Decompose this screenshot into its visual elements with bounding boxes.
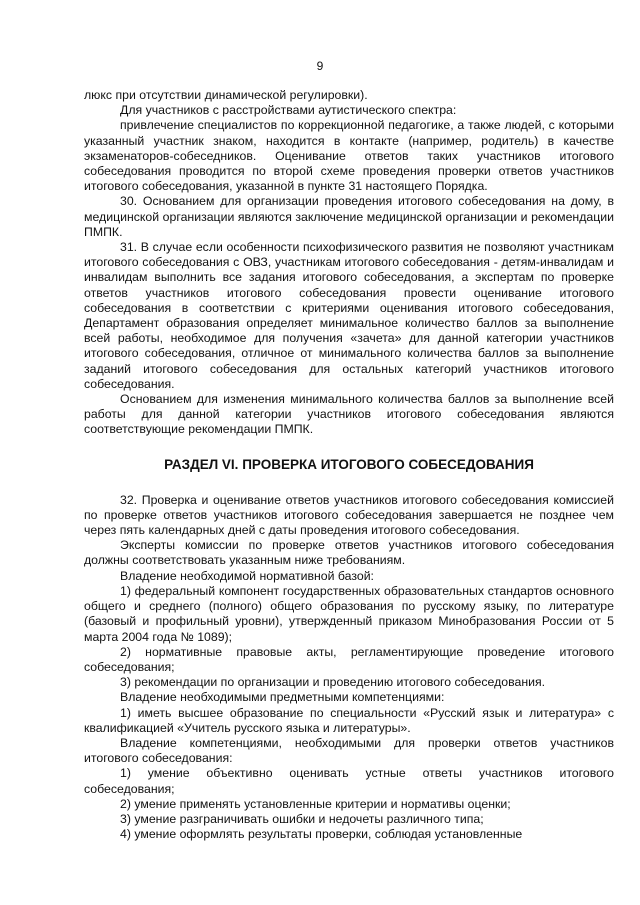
paragraph: привлечение специалистов по коррекционной педагогике, а также людей, с которыми указанный участник знаком, находится в контакте (например, родитель) в качестве экзаменаторов-собеседников. Оценивание ответов таких участников итогового собеседования проводится по второй схеме проведения проверки ответов участников итогового собеседования, указанной в пункте 31 настоящего Порядка. bbox=[84, 118, 614, 194]
list-item: 3) умение разграничивать ошибки и недочеты различного типа; bbox=[120, 811, 484, 826]
list-item: 4) умение оформлять результаты проверки, соблюдая установленные bbox=[120, 827, 523, 842]
paragraph: Для участников с расстройствами аутистического спектра: bbox=[120, 103, 457, 118]
paragraph: люкс при отсутствии динамической регулировки). bbox=[84, 88, 368, 102]
paragraph: 32. Проверка и оценивание ответов участников итогового собеседования комиссией по проверке ответов участников итогового собеседования завершается не позднее чем через пять календарных дней с даты проведения итогового собеседования. bbox=[84, 492, 614, 538]
list-item: 1) иметь высшее образование по специальности «Русский язык и литература» с квалификацией «Учитель русского языка и литературы». bbox=[84, 705, 614, 735]
list-item: 3) рекомендации по организации и проведению итогового собеседования. bbox=[120, 675, 546, 690]
paragraph: 31. В случае если особенности психофизического развития не позволяют участникам итогового собеседования с ОВЗ, участникам итогового собеседования - детям-инвалидам и инвалидам выполнить все задания итогового собеседования, а экспертам по проверке ответов участников итогового собеседования провести оценивание итогового собеседования в соответствии с критериями оценивания итогового собеседования, Департамент образования определяет минимальное количество баллов за выполнение всей работы, необходимое для получения «зачета» для данной категории участников итогового собеседования, отличное от минимального количества баллов за выполнение заданий итогового собеседования для остальных категорий участников итогового собеседования. bbox=[84, 240, 614, 391]
page-number: 9 bbox=[316, 59, 324, 73]
paragraph: 30. Основанием для организации проведения итогового собеседования на дому, в медицинской организации являются заключение медицинской организации и рекомендации ПМПК. bbox=[84, 194, 614, 239]
paragraph: Основанием для изменения минимального количества баллов за выполнение всей работы для данной категории участников итогового собеседования являются соответствующие рекомендации ПМПК. bbox=[84, 392, 614, 437]
paragraph: Владение компетенциями, необходимыми для проверки ответов участников итогового собеседования: bbox=[84, 735, 614, 766]
list-item: 2) умение применять установленные критерии и нормативы оценки; bbox=[120, 796, 511, 811]
paragraph: Владение необходимыми предметными компетенциями: bbox=[120, 690, 445, 705]
paragraph: Владение необходимой нормативной базой: bbox=[120, 568, 374, 583]
section-heading: РАЗДЕЛ VI. ПРОВЕРКА ИТОГОВОГО СОБЕСЕДОВАНИЯ bbox=[164, 456, 534, 472]
list-item: 2) нормативные правовые акты, регламентирующие проведение итогового собеседования; bbox=[84, 644, 614, 674]
document-body bbox=[84, 88, 614, 842]
paragraph: Эксперты комиссии по проверке ответов участников итогового собеседования должны соответствовать указанным ниже требованиям. bbox=[84, 538, 614, 568]
list-item: 1) умение объективно оценивать устные ответы участников итогового собеседования; bbox=[84, 766, 614, 796]
list-item: 1) федеральный компонент государственных образовательных стандартов основного общего и среднего (полного) общего образования по русскому языку, по литературе (базовый и профильный уровни), утвержденный приказом Минобразования России от 5 марта 2004 года № 1089); bbox=[84, 583, 614, 644]
